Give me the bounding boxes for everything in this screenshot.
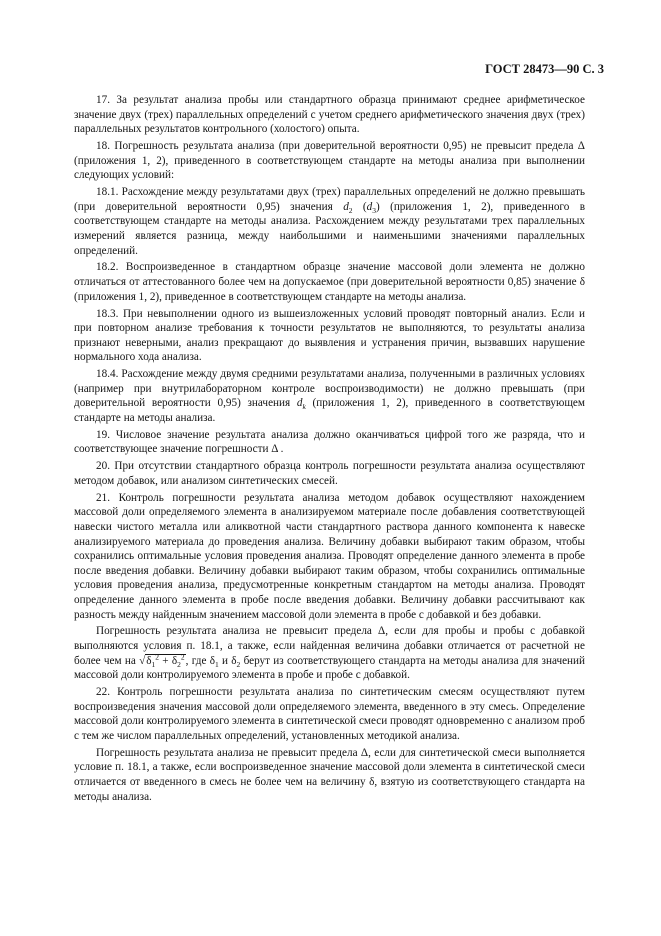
page-header: ГОСТ 28473—90 С. 3 xyxy=(485,62,604,76)
document-body xyxy=(74,93,585,806)
paragraph-19: 19. Числовое значение результата анализа должно оканчиваться цифрой того же разряда, что и соответствующее значение погрешности Δ . xyxy=(74,428,585,456)
paragraph-22-error: Погрешность результата анализа не превысит предела Δ, если для синтетической смеси выполняется условие п. 18.1, а также, если воспроизведенное значение массовой доли элемента в синтетической смеси отличается от введенного в смесь не более чем на величину δ, взятую из соответствующего стандарта на методы анализа. xyxy=(74,746,585,803)
paragraph-20: 20. При отсутствии стандартного образца контроль погрешности результата анализа осуществляют методом добавок, или анализом синтетических смесей. xyxy=(74,460,585,487)
paragraph-21: 21. Контроль погрешности результата анализа методом добавок осуществляют нахождением массовой доли определяемого элемента в анализируемом материале после добавления соответствующей навески чистого металла или аликвотной части стандартного раствора данного компонента к навеске анализируемого материала до проведения анализа. Величину добавки выбирают таким образом, чтобы сохранились оптимальные условия проведения анализа. Проводят определение данного элемента в пробе после введения добавки. Величину добавки выбирают таким образом, чтобы сохранились оптимальные условия проведения анализа, предусмотренные конкретным стандартом на методы анализа. Проводят определение данного элемента в пробе после введения добавки. Величину добавки рассчитывают как разность между найденным значением массовой доли элемента в пробе с добавкой и без добавки. xyxy=(74,491,585,621)
paragraph-22: 22. Контроль погрешности результата анализа по синтетическим смесям осуществляют путем воспроизведения значения массовой доли определяемого элемента, введенного в эту смесь. Определение массовой доли контролируемого элемента в синтетической смеси проводят одновременно с анализом проб с тем же числом параллельных определений, установленных методикой анализа. xyxy=(74,686,585,742)
paragraph-18-3: 18.3. При невыполнении одного из вышеизложенных условий проводят повторный анализ. Если и при повторном анализе требования к точности результатов не выполняются, то результаты анализа признают неверными, анализ прекращают до выявления и устранения причин, вызвавших нарушение нормального хода анализа. xyxy=(74,307,585,364)
paragraph-18-2: 18.2. Воспроизведенное в стандартном образце значение массовой доли элемента не должно отличаться от аттестованного более чем на допускаемое (при доверительной вероятности 0,85) значение δ (приложения 1, 2), приведенное в соответствующем стандарте на методы анализа. xyxy=(74,261,585,303)
paragraph-18: 18. Погрешность результата анализа (при доверительной вероятности 0,95) не превысит предела Δ (приложения 1, 2), приведенного в соответствующем стандарте на методы анализа при выполнении следующих условий: xyxy=(74,140,585,182)
paragraph-18-4: 18.4. Расхождение между двумя средними результатами анализа, полученными в различных условиях (например при внутрилабораторном контроле воспроизводимости) не должно превышать (при доверительной вероятности 0,95) значения $d_k$ (приложения 1, 2), приведенного в соответствующем стандарте на методы анализа. xyxy=(74,368,585,424)
sqrt-formula: $√\delta_1^2 + \delta_2^2$ xyxy=(139,651,185,669)
paragraph-21-error: Погрешность результата анализа не превысит предела Δ, если для пробы и пробы с добавкой выполняются условия п. 18.1, а также, если найденная величина добавки отличается от расчетной не более чем на $√\delta_1^2 + \delta_2^2$, где $\delta_1$ и $\delta_2$ берут из соответствующего стандарта на методы анализа для значений массовой доли контролируемого элемента в пробе и пробе с добавкой. xyxy=(74,625,586,682)
paragraph-17: 17. За результат анализа пробы или стандартного образца принимают среднее арифметическое значение двух (трех) параллельных определений с учетом среднего арифметического значения двух (трех) параллельных результатов контрольного (холостого) опыта. xyxy=(74,94,585,136)
paragraph-18-1: 18.1. Расхождение между результатами двух (трех) параллельных определений не должно превышать (при доверительной вероятности 0,95) значения $d_2$ $(d_3)$ (приложения 1, 2), приведенного в соответствующем стандарте на методы анализа. Расхождением между результатами трех параллельных измерений является разница, между наибольшими и наименьшими значениями параллельных определений. xyxy=(74,186,585,257)
